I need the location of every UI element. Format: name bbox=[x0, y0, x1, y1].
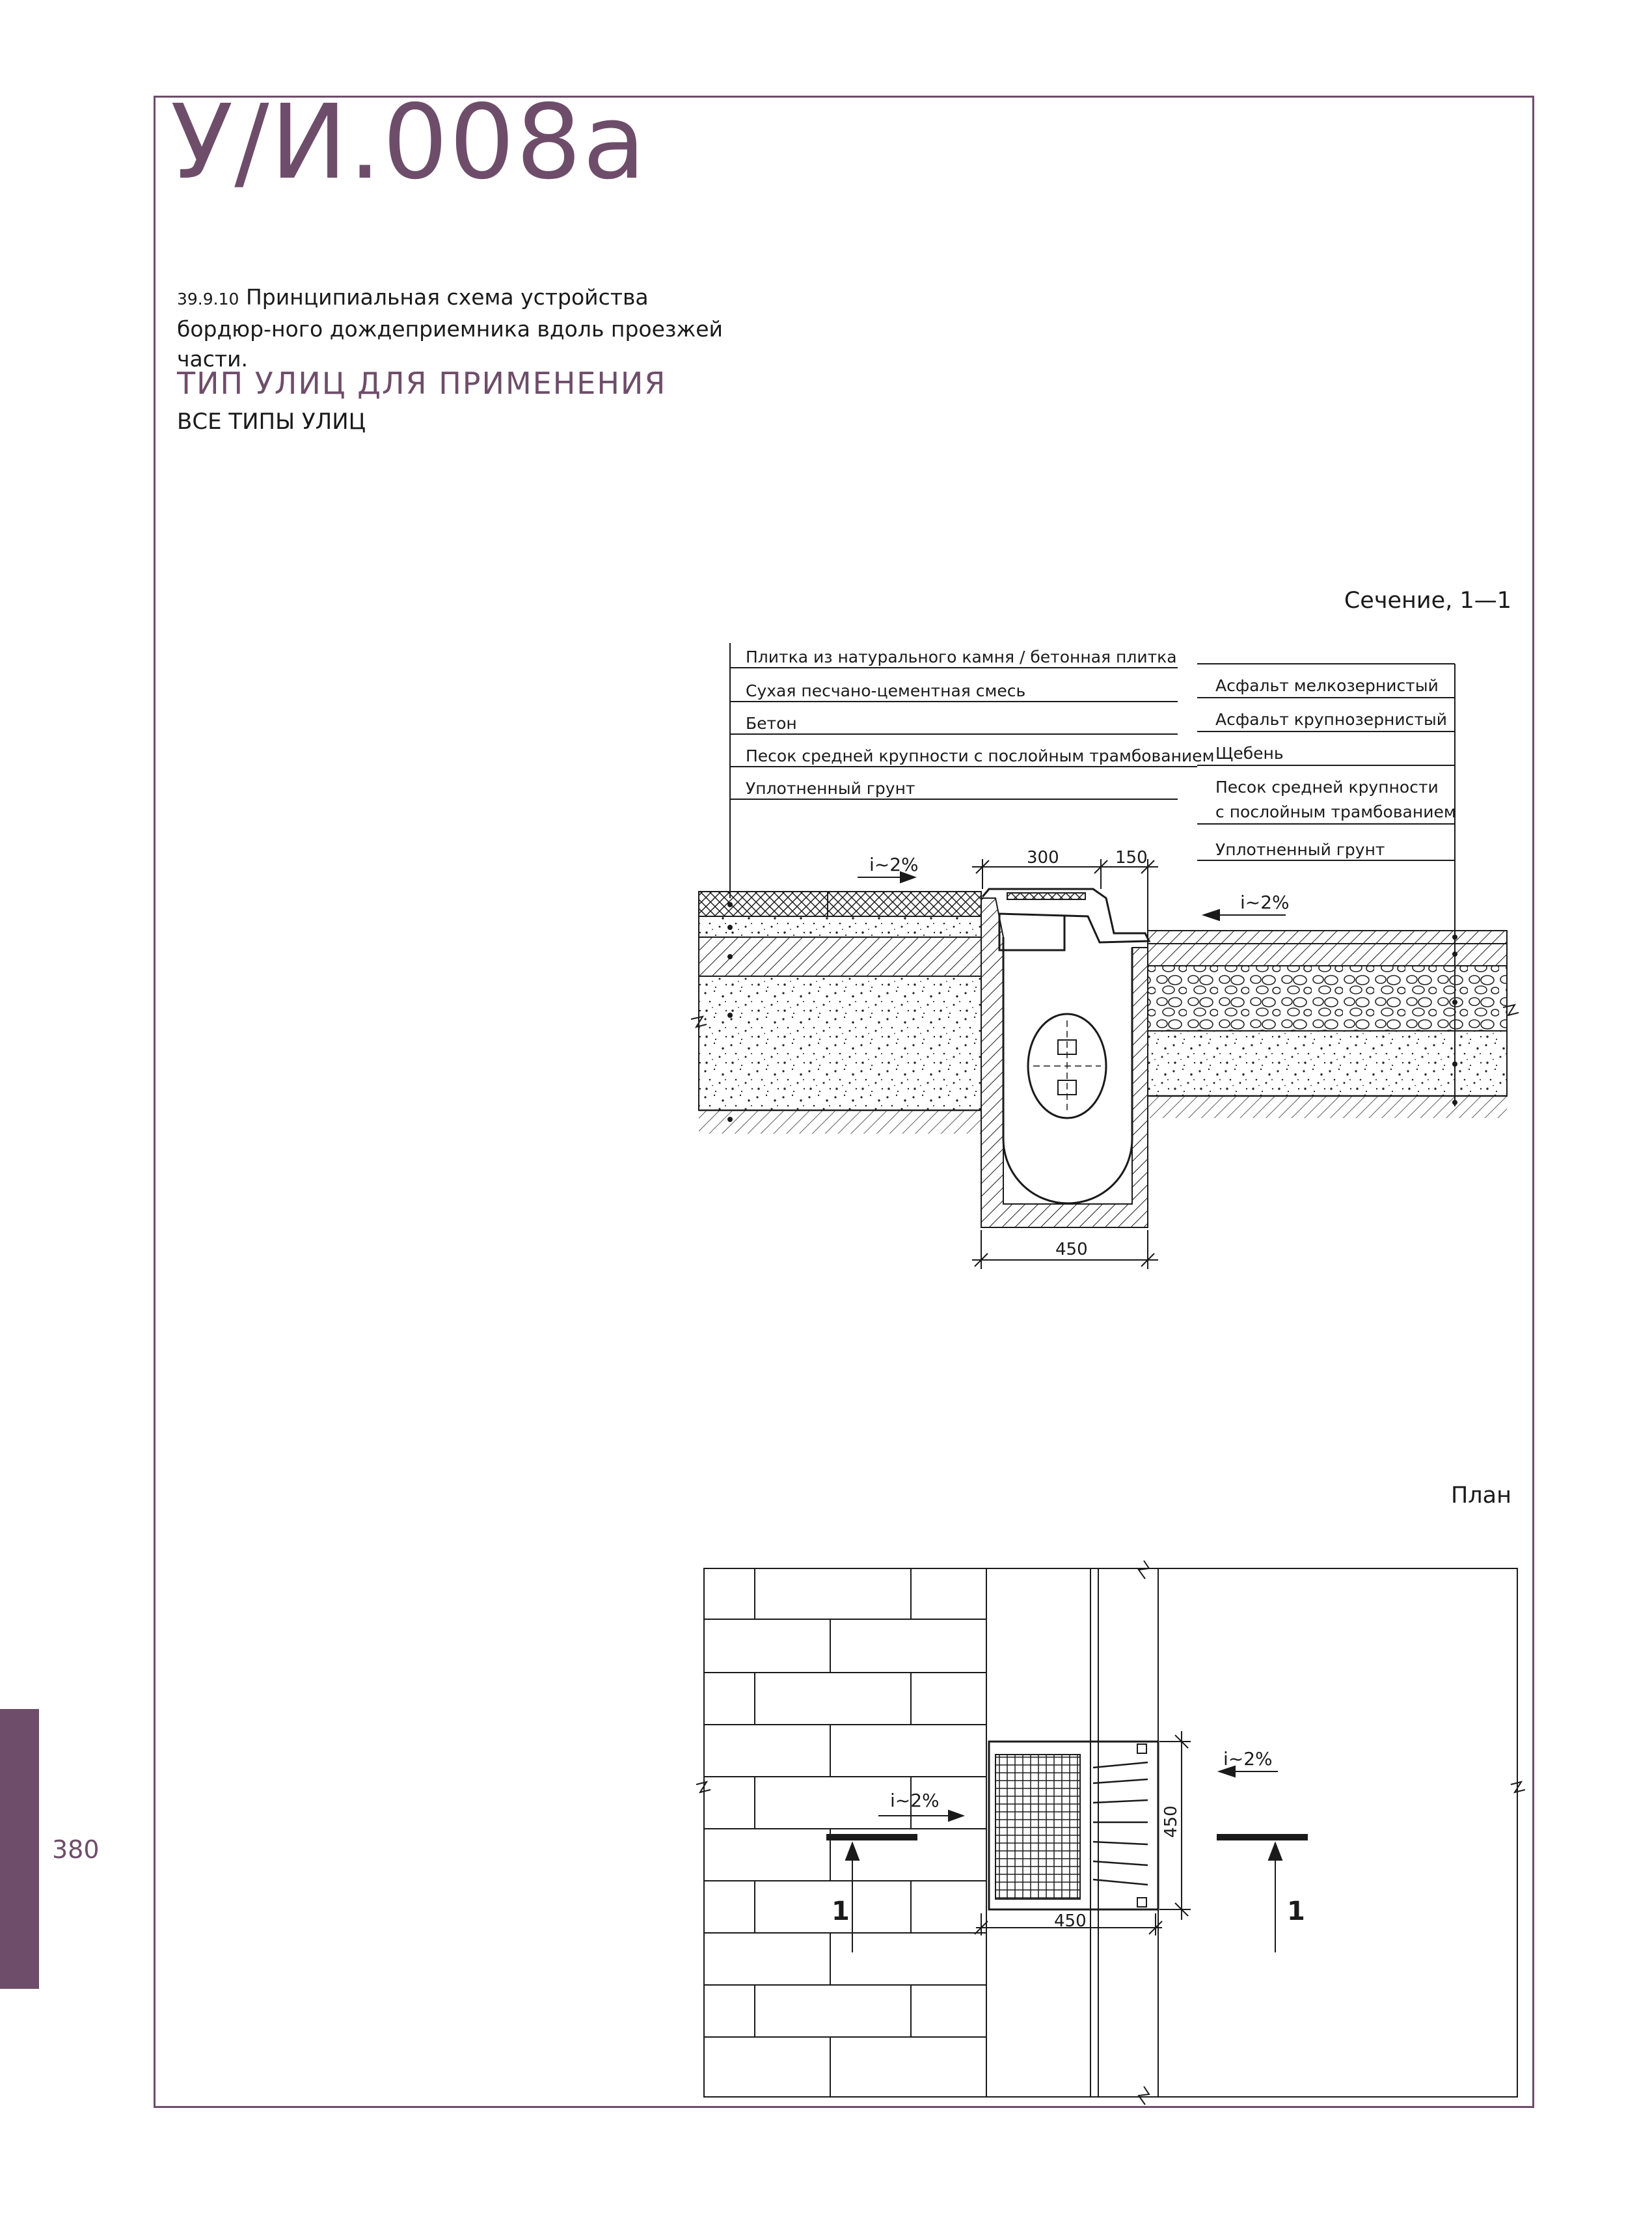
slope-label-left: i~2% bbox=[869, 854, 919, 875]
layer-label-asphalt-fine: Асфальт мелкозернистый bbox=[1215, 676, 1439, 695]
layer-label-sand-right-2: с послойным трамбованием bbox=[1215, 802, 1456, 821]
sand-layer-left bbox=[699, 976, 981, 1110]
cut-mark-right bbox=[1217, 1834, 1308, 1840]
figure-description: Принципиальная схема устройства бордюр-ного дождеприемника вдоль проезжей части. bbox=[177, 284, 723, 372]
plan-dim-label-horizontal: 450 bbox=[1054, 1911, 1087, 1931]
cut-label-right: 1 bbox=[1287, 1896, 1305, 1926]
plan-border bbox=[704, 1568, 1517, 2097]
street-type-heading: ТИП УЛИЦ ДЛЯ ПРИМЕНЕНИЯ bbox=[177, 366, 667, 401]
plan-slope-label-right: i~2% bbox=[1223, 1748, 1273, 1770]
plan-drawing bbox=[696, 1561, 1525, 2105]
layer-label-gravel: Щебень bbox=[1215, 744, 1284, 763]
section-drawing bbox=[691, 643, 1519, 1269]
street-type-value: ВСЕ ТИПЫ УЛИЦ bbox=[177, 409, 366, 435]
dim-label-450: 450 bbox=[1055, 1240, 1088, 1259]
figure-number: 39.9.10 bbox=[177, 290, 239, 308]
layer-label-concrete: Бетон bbox=[746, 714, 797, 733]
brick-paving bbox=[704, 1568, 986, 2097]
plan-slope-label-left: i~2% bbox=[890, 1790, 940, 1811]
paving-tile-layer bbox=[699, 892, 981, 916]
dim-label-300: 300 bbox=[1027, 848, 1059, 868]
concrete-layer bbox=[699, 937, 981, 976]
layer-label-asphalt-coarse: Асфальт крупнозернистый bbox=[1215, 710, 1447, 729]
gravel-layer bbox=[1148, 966, 1507, 1031]
grate-slots bbox=[1093, 1762, 1148, 1885]
drain-channel-inner bbox=[1003, 937, 1132, 1203]
layer-label-cement-mix: Сухая песчано-цементная смесь bbox=[746, 681, 1026, 700]
slope-label-right: i~2% bbox=[1240, 892, 1290, 913]
plan-dim-label-vertical: 450 bbox=[1161, 1805, 1181, 1838]
sheet-code: У/И.008а bbox=[170, 83, 647, 202]
grate-mesh bbox=[995, 1755, 1080, 1899]
layer-label-sand: Песок средней крупности с послойным трамбованием bbox=[746, 746, 1215, 765]
cement-mix-layer bbox=[699, 916, 981, 937]
page-number: 380 bbox=[52, 1835, 100, 1864]
layer-label-sand-right-1: Песок средней крупности bbox=[1215, 778, 1439, 797]
dim-label-150: 150 bbox=[1115, 848, 1148, 868]
cut-mark-left bbox=[826, 1834, 917, 1840]
layer-label-soil-right: Уплотненный грунт bbox=[1215, 840, 1385, 859]
layer-label-soil-left: Уплотненный грунт bbox=[746, 779, 915, 798]
layer-label-tile: Плитка из натурального камня / бетонная плитка bbox=[746, 648, 1177, 666]
plan-title: План bbox=[1450, 1483, 1511, 1509]
section-title: Сечение, 1—1 bbox=[1344, 588, 1511, 614]
cut-label-left: 1 bbox=[832, 1896, 850, 1926]
